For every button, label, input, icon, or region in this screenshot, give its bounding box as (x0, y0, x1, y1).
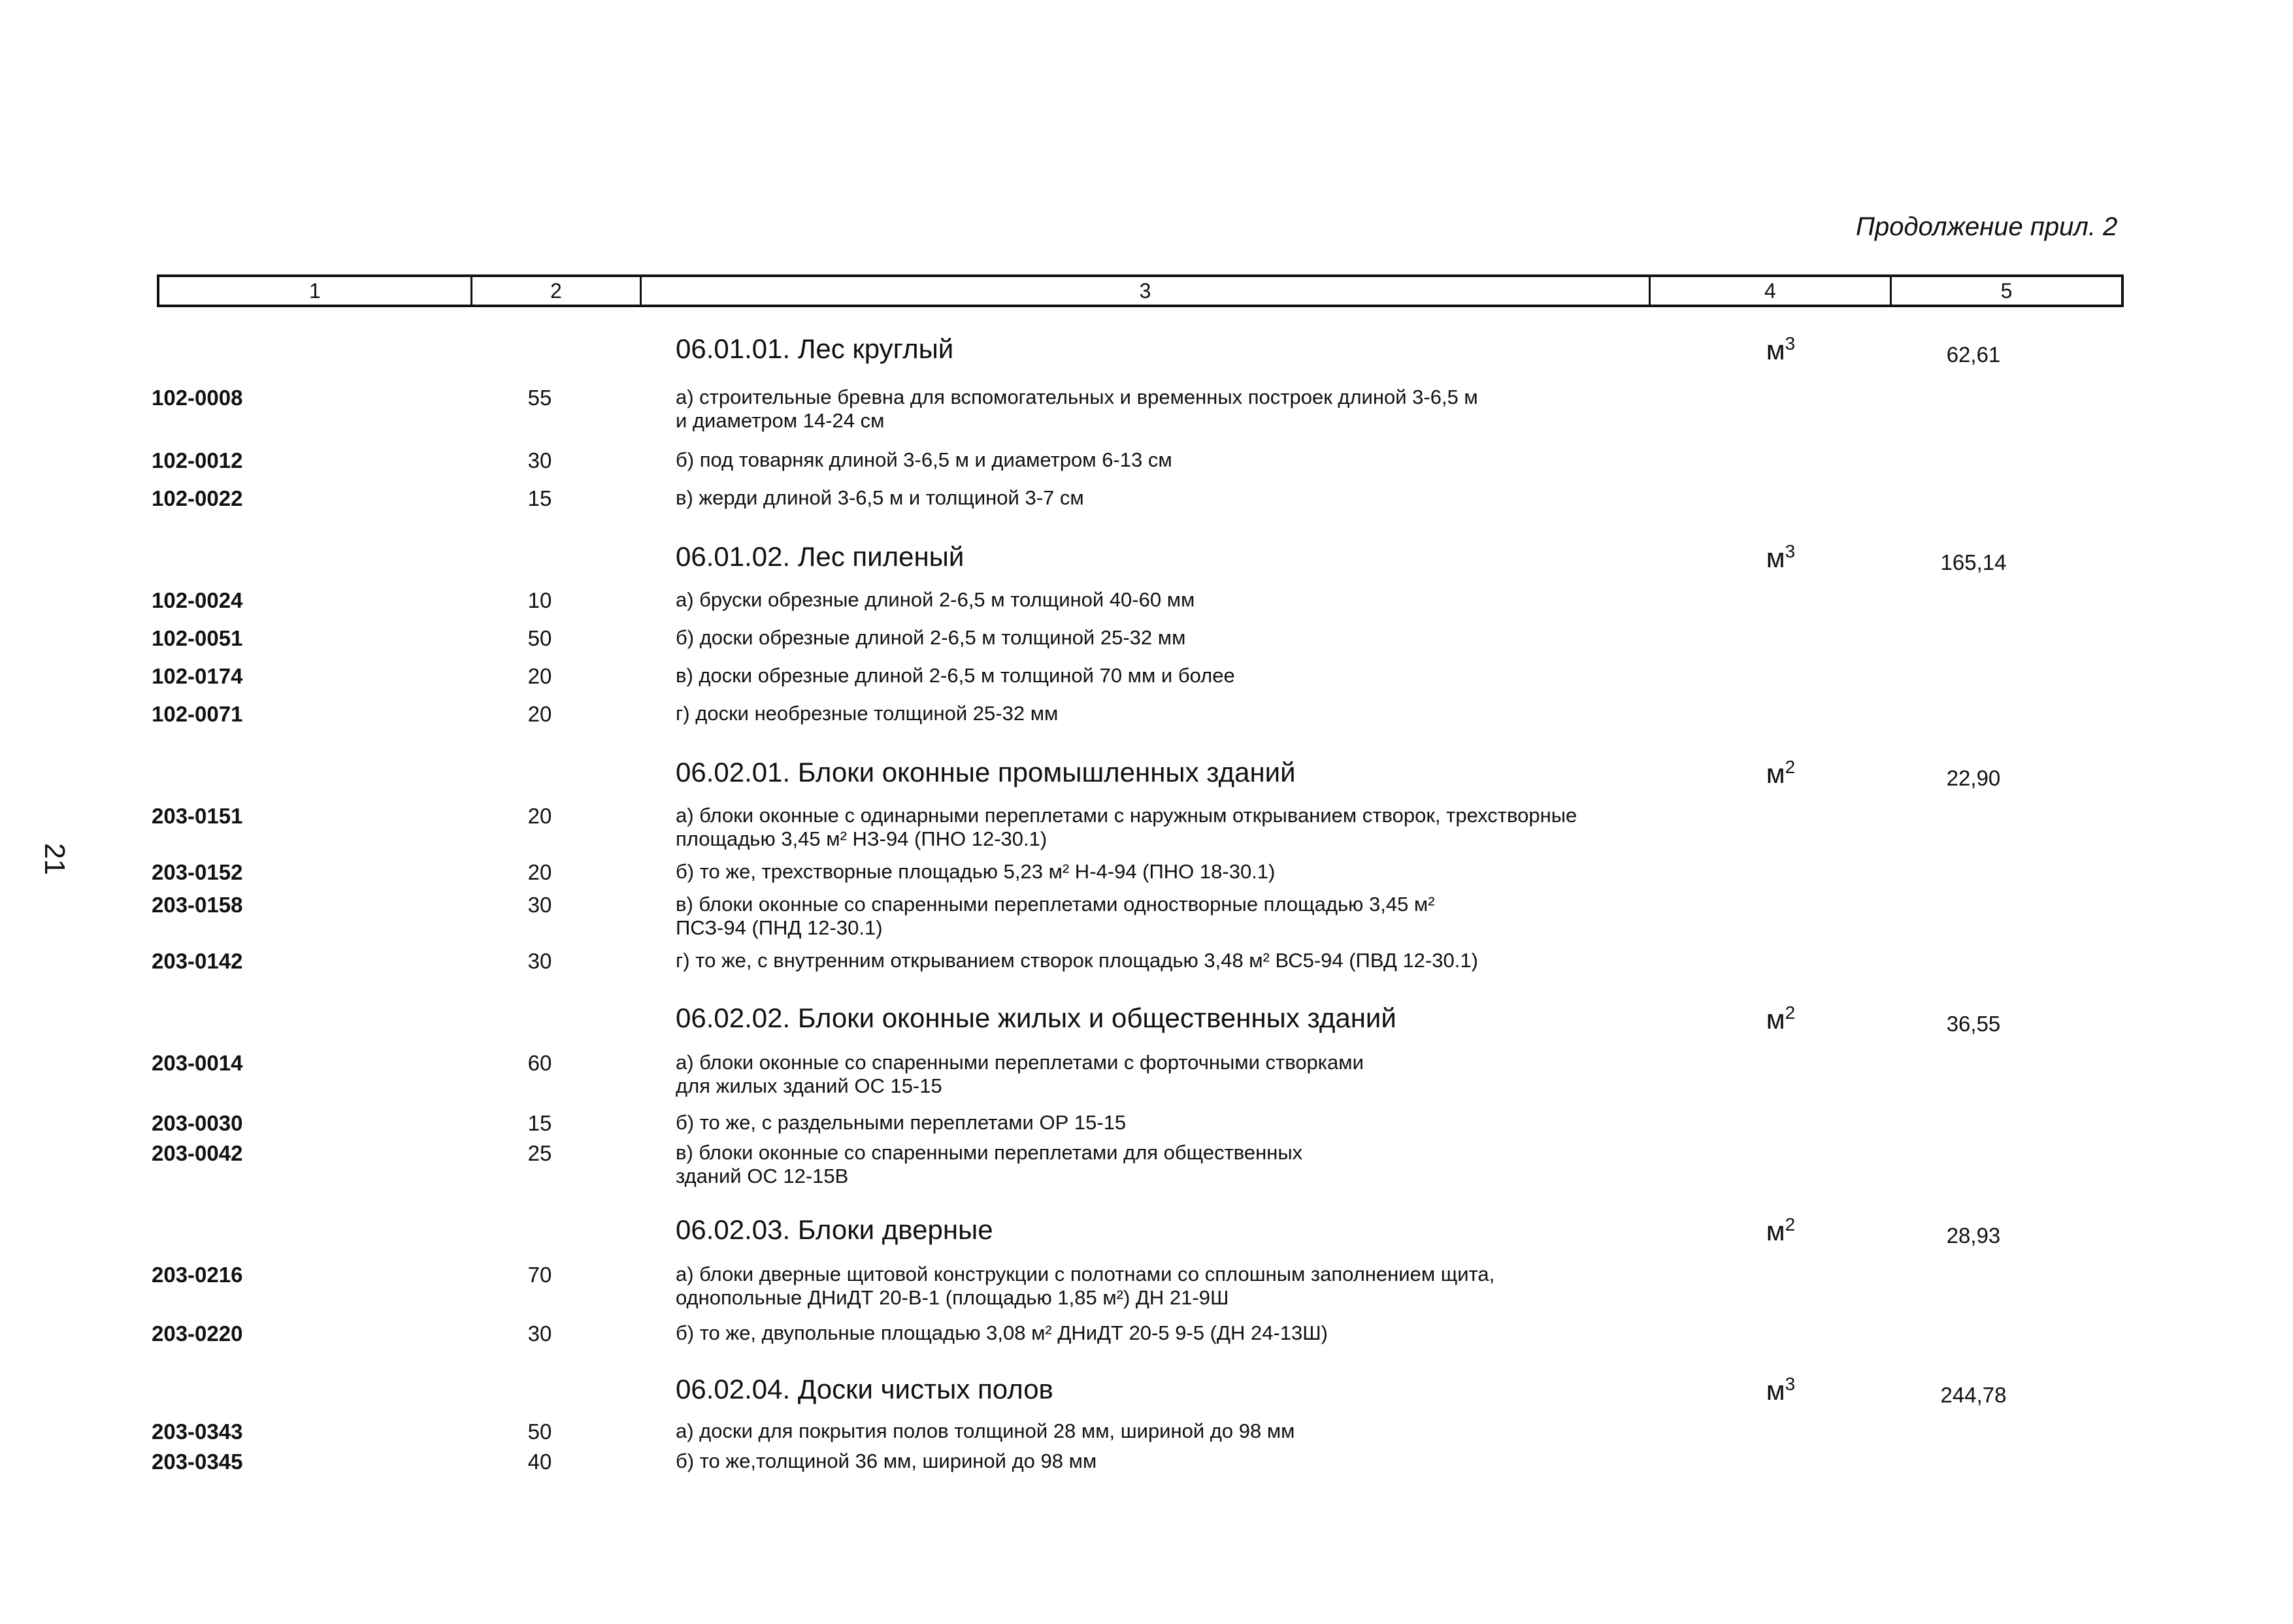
resource-quantity: 20 (527, 664, 552, 688)
resource-description (676, 804, 1577, 851)
resource-description (676, 664, 1235, 688)
unit-exponent: 3 (1785, 541, 1796, 561)
section-price: 22,90 (1946, 766, 2001, 790)
resource-description (676, 588, 1195, 612)
resource-description (676, 486, 1084, 510)
resource-quantity: 15 (527, 1111, 552, 1135)
description-line: б) то же, с раздельными переплетами ОР 15-15 (676, 1111, 1127, 1134)
header-col-4: 4 (1651, 277, 1892, 305)
section-unit (1751, 757, 1810, 789)
section-title: 06.02.01. Блоки оконные промышленных зданий (676, 757, 1296, 787)
resource-quantity: 25 (527, 1141, 552, 1165)
description-line: б) то же, двупольные площадью 3,08 м² ДНиДТ 20-5 9-5 (ДН 24-13Ш) (676, 1321, 1328, 1344)
unit-symbol: м (1766, 542, 1785, 573)
header-col-2: 2 (472, 277, 642, 305)
resource-code: 203-0151 (152, 804, 243, 828)
resource-description (676, 1141, 1302, 1188)
description-line: площадью 3,45 м² НЗ-94 (ПНО 12-30.1) (676, 827, 1048, 850)
resource-description (676, 893, 1435, 940)
description-line: однопольные ДНиДТ 20-В-1 (площадью 1,85 м²) ДН 21-9Ш (676, 1286, 1229, 1309)
resource-description (676, 949, 1478, 972)
unit-exponent: 3 (1785, 1374, 1796, 1394)
resource-code: 203-0158 (152, 893, 243, 917)
section-title: 06.02.04. Доски чистых полов (676, 1374, 1053, 1404)
resource-quantity: 50 (527, 626, 552, 650)
resource-description (676, 386, 1478, 433)
resource-quantity: 30 (527, 448, 552, 472)
section-price: 36,55 (1946, 1012, 2001, 1036)
resource-description (676, 1450, 1097, 1473)
resource-code: 203-0345 (152, 1450, 243, 1474)
resource-code: 203-0142 (152, 949, 243, 973)
header-col-5: 5 (2000, 279, 2013, 303)
unit-symbol: м (1766, 1004, 1785, 1035)
resource-quantity: 20 (527, 804, 552, 828)
page-number: 21 (39, 843, 71, 875)
section-price: 62,61 (1946, 342, 2001, 367)
resource-quantity: 10 (527, 588, 552, 612)
description-line: б) доски обрезные длиной 2-6,5 м толщиной 25-32 мм (676, 626, 1186, 649)
resource-code: 203-0030 (152, 1111, 243, 1135)
unit-exponent: 2 (1785, 1003, 1796, 1023)
section-price: 165,14 (1940, 550, 2007, 574)
resource-code: 102-0008 (152, 386, 243, 410)
resource-code: 102-0012 (152, 448, 243, 472)
description-line: б) под товарняк длиной 3-6,5 м и диаметром 6-13 см (676, 448, 1172, 471)
resource-quantity: 15 (527, 486, 552, 510)
resource-quantity: 40 (527, 1450, 552, 1474)
resource-code: 102-0071 (152, 702, 243, 726)
section-unit (1751, 333, 1810, 366)
description-line: ПСЗ-94 (ПНД 12-30.1) (676, 916, 883, 939)
unit-symbol: м (1766, 335, 1785, 365)
section-title: 06.02.02. Блоки оконные жилых и общественных зданий (676, 1003, 1396, 1033)
resource-description (676, 1321, 1328, 1345)
description-line: а) бруски обрезные длиной 2-6,5 м толщиной 40-60 мм (676, 588, 1195, 611)
unit-exponent: 2 (1785, 757, 1796, 777)
section-price: 244,78 (1940, 1383, 2007, 1407)
resource-code: 203-0343 (152, 1419, 243, 1444)
resource-quantity: 70 (527, 1263, 552, 1287)
description-line: зданий ОС 12-15В (676, 1165, 849, 1187)
resource-code: 203-0014 (152, 1051, 243, 1075)
description-line: а) блоки дверные щитовой конструкции с полотнами со сплошным заполнением щита, (676, 1263, 1495, 1285)
resource-description (676, 1111, 1126, 1135)
description-line: в) жерди длиной 3-6,5 м и толщиной 3-7 см (676, 486, 1084, 509)
section-unit (1751, 541, 1810, 574)
description-line: а) строительные бревна для вспомогательных и временных построек длиной 3-6,5 м (676, 386, 1478, 408)
description-line: г) доски необрезные толщиной 25-32 мм (676, 702, 1059, 725)
resource-description (676, 860, 1275, 884)
resource-quantity: 30 (527, 949, 552, 973)
unit-symbol: м (1766, 758, 1785, 789)
resource-code: 102-0174 (152, 664, 243, 688)
header-col-3: 3 (642, 277, 1651, 305)
resource-quantity: 60 (527, 1051, 552, 1075)
resource-code: 102-0022 (152, 486, 243, 510)
description-line: и диаметром 14-24 см (676, 409, 885, 432)
description-line: б) то же,толщиной 36 мм, шириной до 98 мм (676, 1450, 1097, 1472)
resource-code: 203-0152 (152, 860, 243, 884)
resource-description (676, 448, 1172, 472)
section-unit (1751, 1214, 1810, 1247)
section-unit (1751, 1003, 1810, 1035)
resource-quantity: 55 (527, 386, 552, 410)
description-line: для жилых зданий ОС 15-15 (676, 1074, 942, 1097)
resource-description (676, 1419, 1295, 1443)
resource-code: 203-0220 (152, 1321, 243, 1346)
section-title: 06.02.03. Блоки дверные (676, 1214, 993, 1245)
resource-description (676, 626, 1185, 650)
resource-code: 203-0216 (152, 1263, 243, 1287)
resource-quantity: 50 (527, 1419, 552, 1444)
resource-description (676, 1263, 1494, 1310)
unit-symbol: м (1766, 1216, 1785, 1246)
table-header (157, 274, 2124, 307)
resource-code: 102-0024 (152, 588, 243, 612)
section-unit (1751, 1374, 1810, 1406)
section-price: 28,93 (1946, 1223, 2001, 1248)
resource-quantity: 20 (527, 860, 552, 884)
description-line: г) то же, с внутренним открыванием створок площадью 3,48 м² ВС5-94 (ПВД 12-30.1) (676, 949, 1478, 972)
section-title: 06.01.01. Лес круглый (676, 333, 954, 364)
description-line: а) доски для покрытия полов толщиной 28 мм, шириной до 98 мм (676, 1419, 1295, 1442)
description-line: а) блоки оконные с одинарными переплетами с наружным открыванием створок, трехстворные (676, 804, 1577, 827)
header-col-1: 1 (159, 277, 472, 305)
resource-quantity: 30 (527, 893, 552, 917)
resource-quantity: 20 (527, 702, 552, 726)
unit-symbol: м (1766, 1375, 1785, 1406)
resource-code: 102-0051 (152, 626, 243, 650)
resource-quantity: 30 (527, 1321, 552, 1346)
unit-exponent: 2 (1785, 1214, 1796, 1235)
continuation-note: Продолжение прил. 2 (1856, 212, 2118, 241)
resource-description (676, 1051, 1364, 1098)
description-line: а) блоки оконные со спаренными переплетами с форточными створками (676, 1051, 1364, 1074)
unit-exponent: 3 (1785, 333, 1796, 354)
description-line: б) то же, трехстворные площадью 5,23 м² Н-4-94 (ПНО 18-30.1) (676, 860, 1276, 883)
resource-code: 203-0042 (152, 1141, 243, 1165)
description-line: в) блоки оконные со спаренными переплетами одностворные площадью 3,45 м² (676, 893, 1435, 916)
description-line: в) блоки оконные со спаренными переплетами для общественных (676, 1141, 1303, 1164)
resource-description (676, 702, 1058, 725)
description-line: в) доски обрезные длиной 2-6,5 м толщиной 70 мм и более (676, 664, 1235, 687)
section-title: 06.01.02. Лес пиленый (676, 541, 965, 572)
